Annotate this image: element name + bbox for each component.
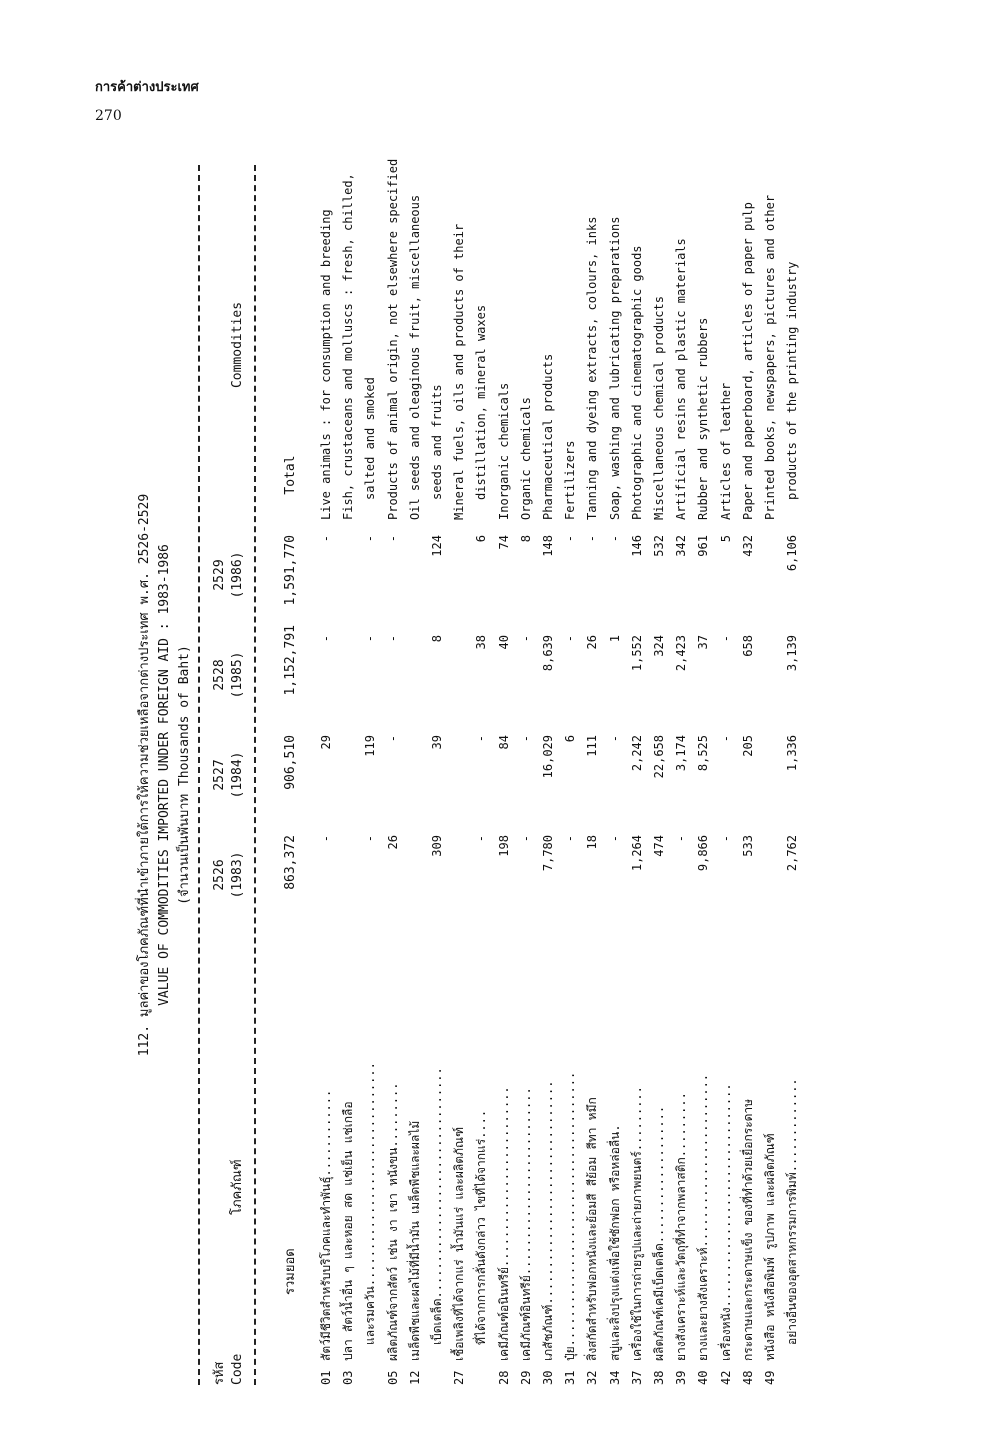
row-code: 29 bbox=[518, 1370, 533, 1385]
row-value-1985: - bbox=[319, 635, 333, 643]
row-commodity-thai: และรมควัน............................... bbox=[363, 1062, 378, 1345]
row-value-1985: 658 bbox=[740, 635, 755, 657]
row-code: 48 bbox=[740, 1370, 755, 1385]
header-year-1985: (1985) bbox=[230, 651, 245, 699]
row-commodity-english: salted and smoked bbox=[363, 377, 378, 500]
row-value-1986: 146 bbox=[629, 535, 644, 557]
total-1986: 1,591,770 bbox=[283, 535, 298, 606]
header-year-1983-thai: 2526 bbox=[212, 859, 227, 891]
rotated-table bbox=[130, 145, 830, 1385]
row-value-1986: 432 bbox=[740, 535, 755, 557]
row-commodity-english: Fish, crustaceans and molluscs : fresh, chilled, bbox=[341, 173, 356, 520]
row-value-1985: 26 bbox=[585, 635, 600, 650]
row-commodity-thai: เคมีภัณฑ์อินทรีย์.......................... bbox=[518, 1087, 533, 1361]
row-code: 27 bbox=[452, 1370, 467, 1385]
row-value-1984: - bbox=[607, 735, 622, 743]
row-value-1983: - bbox=[363, 835, 378, 843]
row-code: 37 bbox=[629, 1370, 644, 1385]
top-rule bbox=[198, 165, 200, 1385]
row-value-1983: - bbox=[718, 835, 733, 843]
header-year-1985-thai: 2528 bbox=[212, 659, 227, 691]
row-value-1986: 342 bbox=[674, 535, 689, 557]
row-code: 12 bbox=[407, 1370, 422, 1385]
row-commodity-english: Inorganic chemicals bbox=[496, 382, 511, 520]
row-value-1985: 324 bbox=[652, 635, 666, 657]
row-commodity-thai: เครื่องใช้ในการถ่ายรูปและถ่ายภาพยนตร์......... bbox=[629, 1086, 644, 1361]
total-label-thai: รวมยอด bbox=[283, 1248, 298, 1295]
row-commodity-english: Miscellaneous chemical products bbox=[652, 296, 666, 520]
row-commodity-thai: ที่ได้จากการกลั่นดังกล่าว ไขที่ได้จากแร่.... bbox=[474, 1109, 489, 1345]
row-value-1984: 111 bbox=[585, 735, 600, 757]
row-value-1986: - bbox=[363, 535, 378, 543]
total-label-english: Total bbox=[283, 455, 298, 495]
row-value-1984: 29 bbox=[319, 735, 333, 750]
row-code: 28 bbox=[496, 1370, 511, 1385]
row-commodity-thai: สัตว์มีชีวิตสำหรับบริโภคและทำพันธุ์............ bbox=[319, 1089, 333, 1361]
row-commodity-thai: เภสัชภัณฑ์............................... bbox=[541, 1080, 555, 1361]
row-value-1985: 38 bbox=[474, 635, 489, 650]
row-value-1986: - bbox=[563, 535, 578, 543]
row-commodity-thai: ผลิตภัณฑ์เคมีเบ็ดเตล็ด................... bbox=[652, 1105, 666, 1361]
row-value-1985: - bbox=[718, 635, 733, 643]
row-commodity-english: Mineral fuels, oils and products of their bbox=[452, 223, 467, 520]
total-1983: 863,372 bbox=[283, 835, 298, 890]
row-commodity-english: Printed books, newspapers, pictures and other bbox=[763, 194, 777, 520]
row-commodity-english: Tanning and dyeing extracts, colours, inks bbox=[585, 216, 600, 520]
row-value-1983: - bbox=[607, 835, 622, 843]
total-1985: 1,152,791 bbox=[283, 625, 298, 696]
row-commodity-english: distillation, mineral waxes bbox=[474, 304, 489, 500]
row-code: 49 bbox=[763, 1370, 777, 1385]
row-value-1984: - bbox=[518, 735, 533, 743]
table-title-thai: 112. มูลค่าของโภคภัณฑ์ที่นำเข้าภายใต้การให้ความช่วยเหลือจากต่างประเทศ พ.ศ. 2526-2529 bbox=[137, 493, 152, 1057]
row-value-1983: - bbox=[674, 835, 689, 843]
header-commodity-thai: โภคภัณฑ์ bbox=[230, 1159, 245, 1215]
row-value-1984: - bbox=[718, 735, 733, 743]
header-year-1984-thai: 2527 bbox=[212, 759, 227, 791]
row-code: 01 bbox=[319, 1370, 333, 1385]
row-commodity-english: products of the printing industry bbox=[785, 261, 800, 500]
row-code: 03 bbox=[341, 1370, 356, 1385]
row-value-1986: 6,106 bbox=[785, 535, 800, 572]
row-commodity-english: Fertilizers bbox=[563, 440, 578, 520]
row-commodity-thai: สิ่งสกัดสำหรับฟอกหนังและย้อมสี สีย้อม สีทา หมึก bbox=[585, 1097, 600, 1361]
row-value-1986: 532 bbox=[652, 535, 666, 557]
row-commodity-english: Articles of leather bbox=[718, 382, 733, 520]
row-value-1986: 148 bbox=[541, 535, 555, 557]
row-value-1983: - bbox=[563, 835, 578, 843]
row-value-1985: - bbox=[563, 635, 578, 643]
row-value-1983: 198 bbox=[496, 835, 511, 857]
header-commodities: Commodities bbox=[230, 301, 245, 389]
row-value-1986: 961 bbox=[696, 535, 711, 557]
row-code: 32 bbox=[585, 1370, 600, 1385]
row-value-1984: 1,336 bbox=[785, 735, 800, 772]
row-value-1985: 1 bbox=[607, 635, 622, 643]
row-value-1984: - bbox=[385, 735, 400, 743]
row-value-1983: 7,780 bbox=[541, 835, 555, 872]
row-commodity-thai: เคมีภัณฑ์อนินทรีย์......................... bbox=[496, 1086, 511, 1361]
row-value-1986: 124 bbox=[430, 535, 444, 557]
row-commodity-thai: เมล็ดพืชและผลไม้ที่มีน้ำมัน เมล็ดพืชและผลไม้ bbox=[407, 1120, 422, 1361]
row-value-1986: 8 bbox=[518, 535, 533, 543]
table-unit: (จำนวนเป็นพันบาท Thousands of Baht) bbox=[177, 645, 192, 905]
row-commodity-english: Rubber and synthetic rubbers bbox=[696, 317, 711, 520]
row-code: 38 bbox=[652, 1370, 666, 1385]
row-commodity-english: Photographic and cinematographic goods bbox=[629, 245, 644, 520]
table-title-english: VALUE OF COMMODITIES IMPORTED UNDER FOREIGN AID : 1983-1986 bbox=[157, 544, 172, 1006]
header-rule bbox=[254, 165, 256, 1385]
row-code: 34 bbox=[607, 1370, 622, 1385]
row-commodity-english: Artificial resins and plastic materials bbox=[674, 238, 689, 520]
row-value-1985: 3,139 bbox=[785, 635, 800, 672]
row-commodity-thai: อย่างอื่นของอุตสาหกรรมการพิมพ์............. bbox=[785, 1078, 800, 1345]
row-value-1985: 8,639 bbox=[541, 635, 555, 672]
row-commodity-thai: ผลิตภัณฑ์จากสัตว์ เช่น งา เขา หนังขน......... bbox=[385, 1082, 400, 1361]
row-commodity-thai: เชื้อเพลิงที่ได้จากแร่ น้ำมันแร่ และผลิตภัณฑ์ bbox=[452, 1126, 467, 1361]
row-value-1986: 6 bbox=[474, 535, 489, 543]
row-value-1984: 16,029 bbox=[541, 735, 555, 779]
row-value-1986: - bbox=[385, 535, 400, 543]
row-value-1983: - bbox=[518, 835, 533, 843]
row-value-1984: 39 bbox=[430, 735, 444, 750]
row-value-1986: - bbox=[319, 535, 333, 543]
row-commodity-thai: กระดาษและกระดาษแข็ง ของที่ทำด้วยเยื่อกระดาษ bbox=[740, 1098, 755, 1361]
total-1984: 906,510 bbox=[283, 735, 298, 790]
row-value-1983: 533 bbox=[740, 835, 755, 857]
row-value-1985: 40 bbox=[496, 635, 511, 650]
row-value-1983: 18 bbox=[585, 835, 600, 850]
row-value-1983: - bbox=[474, 835, 489, 843]
row-commodity-thai: เบ็ดเตล็ด................................ bbox=[430, 1067, 444, 1345]
row-value-1984: 84 bbox=[496, 735, 511, 750]
row-commodity-english: Organic chemicals bbox=[518, 397, 533, 520]
row-code: 42 bbox=[718, 1370, 733, 1385]
row-value-1984: - bbox=[474, 735, 489, 743]
row-value-1984: 8,525 bbox=[696, 735, 711, 772]
row-value-1984: 205 bbox=[740, 735, 755, 757]
row-commodity-thai: ปุ๋ย...................................... bbox=[563, 1071, 578, 1361]
row-value-1983: 1,264 bbox=[629, 835, 644, 872]
row-value-1983: - bbox=[319, 835, 333, 843]
row-commodity-thai: สบู่และสิ่งปรุงแต่งเพื่อใช้ซักฟอก หรือหล่อลื่น. bbox=[607, 1124, 622, 1361]
header-year-1984: (1984) bbox=[230, 751, 245, 799]
row-commodity-english: Paper and paperboard, articles of paper pulp bbox=[740, 202, 755, 520]
row-value-1984: 3,174 bbox=[674, 735, 689, 772]
row-value-1985: - bbox=[385, 635, 400, 643]
row-code: 40 bbox=[696, 1370, 711, 1385]
page-number: 270 bbox=[95, 108, 122, 124]
row-value-1986: - bbox=[585, 535, 600, 543]
row-commodity-thai: ยางและยางสังเคราะห์........................ bbox=[696, 1073, 711, 1361]
row-commodity-english: Products of animal origin, not elsewhere specified bbox=[385, 158, 400, 520]
row-code: 30 bbox=[541, 1370, 555, 1385]
row-value-1983: 474 bbox=[652, 835, 666, 857]
header-code-thai: รหัส bbox=[212, 1361, 227, 1385]
row-commodity-english: Pharmaceutical products bbox=[541, 353, 555, 520]
row-value-1985: 37 bbox=[696, 635, 711, 650]
row-value-1986: - bbox=[607, 535, 622, 543]
row-commodity-english: Oil seeds and oleaginous fruit, miscellaneous bbox=[407, 194, 422, 520]
row-value-1985: 1,552 bbox=[629, 635, 644, 672]
header-year-1986: (1986) bbox=[230, 551, 245, 599]
row-code: 31 bbox=[563, 1370, 578, 1385]
row-value-1985: 2,423 bbox=[674, 635, 689, 672]
row-value-1983: 26 bbox=[385, 835, 400, 850]
row-value-1983: 309 bbox=[430, 835, 444, 857]
row-value-1984: 22,658 bbox=[652, 735, 666, 779]
row-code: 05 bbox=[385, 1370, 400, 1385]
header-year-1983: (1983) bbox=[230, 851, 245, 899]
row-value-1984: 119 bbox=[363, 735, 378, 757]
row-value-1983: 2,762 bbox=[785, 835, 800, 872]
header-code: Code bbox=[230, 1353, 245, 1385]
row-value-1985: 8 bbox=[430, 635, 444, 643]
page-header: การค้าต่างประเทศ bbox=[95, 80, 199, 95]
row-commodity-thai: หนังสือ หนังสือพิมพ์ รูปภาพ และผลิตภัณฑ์ bbox=[763, 1133, 777, 1361]
header-year-1986-thai: 2529 bbox=[212, 559, 227, 591]
row-value-1983: 9,866 bbox=[696, 835, 711, 872]
row-value-1986: 74 bbox=[496, 535, 511, 550]
row-commodity-thai: ยางสังเคราะห์และวัตถุที่ทำจากพลาสติก......... bbox=[674, 1092, 689, 1361]
row-value-1986: 5 bbox=[718, 535, 733, 543]
row-commodity-english: seeds and fruits bbox=[430, 384, 444, 500]
row-commodity-english: Live animals : for consumption and breeding bbox=[319, 209, 333, 520]
row-value-1985: - bbox=[518, 635, 533, 643]
row-commodity-thai: เครื่องหนัง............................... bbox=[718, 1083, 733, 1361]
row-commodity-thai: ปลา สัตว์น้ำอื่น ๆ และหอย สด แช่เย็น แช่เกลือ bbox=[341, 1101, 356, 1361]
row-value-1985: - bbox=[363, 635, 378, 643]
row-commodity-english: Soap, washing and lubricating preparations bbox=[607, 216, 622, 520]
row-code: 39 bbox=[674, 1370, 689, 1385]
row-value-1984: 6 bbox=[563, 735, 578, 743]
row-value-1984: 2,242 bbox=[629, 735, 644, 772]
